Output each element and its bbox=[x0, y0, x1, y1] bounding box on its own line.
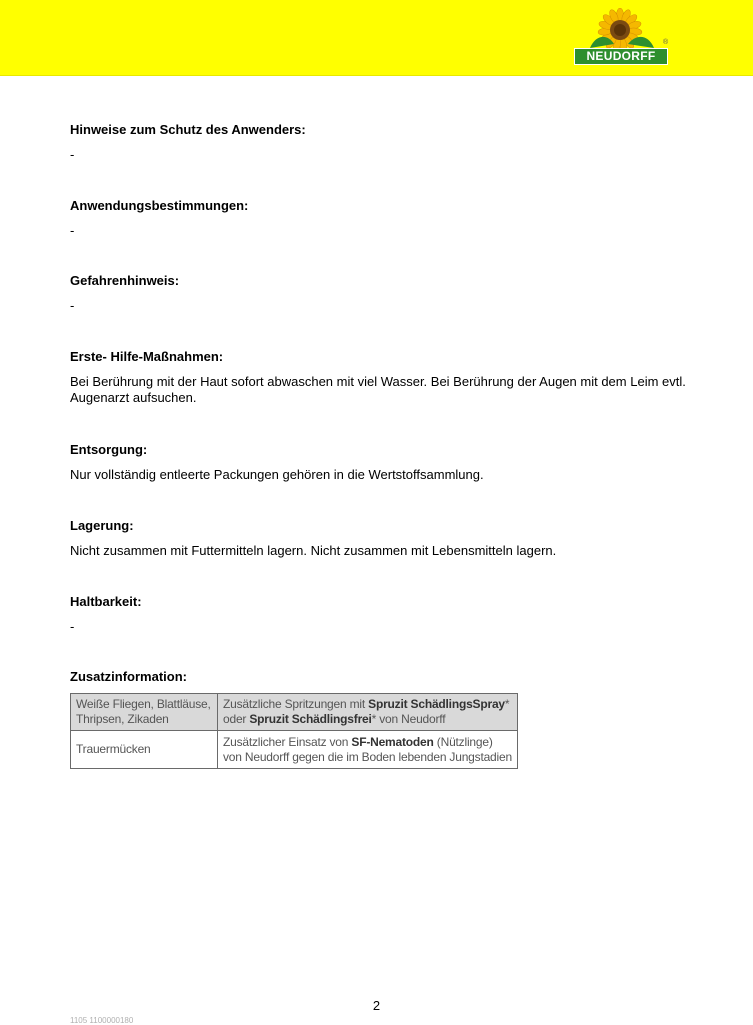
section-heading: Gefahrenhinweis: bbox=[70, 273, 180, 288]
section-heading: Entsorgung: bbox=[70, 442, 148, 457]
section-text: Bei Berührung mit der Haut sofort abwaschen mit viel Wasser. Bei Berührung der Augen mit dem Leim evtl. Augenarzt aufsuchen. bbox=[70, 374, 686, 405]
section-heading: Lagerung: bbox=[70, 518, 134, 533]
section-disposal bbox=[70, 442, 710, 483]
table-row bbox=[71, 694, 518, 731]
section-user-protection bbox=[70, 122, 710, 163]
registered-mark: ® bbox=[663, 39, 669, 46]
recommendation-text: Zusätzliche Spritzungen mit bbox=[223, 697, 369, 711]
section-heading: Erste- Hilfe-Maßnahmen: bbox=[70, 349, 224, 364]
section-text: - bbox=[70, 298, 75, 313]
recommendation-text: * oder bbox=[223, 697, 510, 726]
recommendation-cell bbox=[218, 694, 518, 731]
additional-info-table bbox=[70, 693, 518, 769]
neudorff-logo bbox=[570, 8, 674, 68]
section-text: - bbox=[70, 223, 75, 238]
page-number: 2 bbox=[372, 998, 381, 1013]
table-row bbox=[71, 731, 518, 769]
recommendation-text: (Nützlinge) von Neudorff gegen die im Boden lebenden Jungstadien bbox=[223, 734, 512, 764]
section-shelf-life bbox=[70, 594, 710, 635]
section-text: - bbox=[70, 147, 75, 162]
section-additional-info bbox=[70, 669, 710, 685]
sunflower-icon bbox=[570, 8, 674, 52]
brand-name: NEUDORFF bbox=[574, 48, 668, 65]
pest-cell: Weiße Fliegen, Blattläuse, Thripsen, Zikaden bbox=[71, 694, 218, 731]
section-heading: Haltbarkeit: bbox=[70, 594, 142, 609]
section-heading: Zusatzinformation: bbox=[70, 669, 187, 684]
document-code: 1105 1100000180 bbox=[70, 1016, 134, 1025]
section-application-rules bbox=[70, 198, 710, 239]
pest-cell: Trauermücken bbox=[71, 731, 218, 769]
section-heading: Hinweise zum Schutz des Anwenders: bbox=[70, 122, 306, 137]
section-storage bbox=[70, 518, 710, 559]
recommendation-text: * von Neudorff bbox=[371, 712, 446, 726]
section-text: Nicht zusammen mit Futtermitteln lagern. Nicht zusammen mit Lebensmitteln lagern. bbox=[70, 543, 557, 558]
recommendation-text: Zusätzlicher Einsatz von bbox=[223, 734, 352, 749]
product-name: Spruzit Schädlingsfrei bbox=[249, 712, 372, 726]
section-text: Nur vollständig entleerte Packungen gehören in die Wertstoffsammlung. bbox=[70, 467, 484, 482]
product-name: SF-Nematoden bbox=[351, 734, 434, 749]
product-name: Spruzit SchädlingsSpray bbox=[368, 697, 505, 711]
header-band bbox=[0, 0, 753, 76]
section-text: - bbox=[70, 619, 75, 634]
section-first-aid bbox=[70, 349, 710, 406]
section-hazard-notes bbox=[70, 273, 710, 314]
recommendation-cell bbox=[218, 731, 518, 769]
section-heading: Anwendungsbestimmungen: bbox=[70, 198, 249, 213]
